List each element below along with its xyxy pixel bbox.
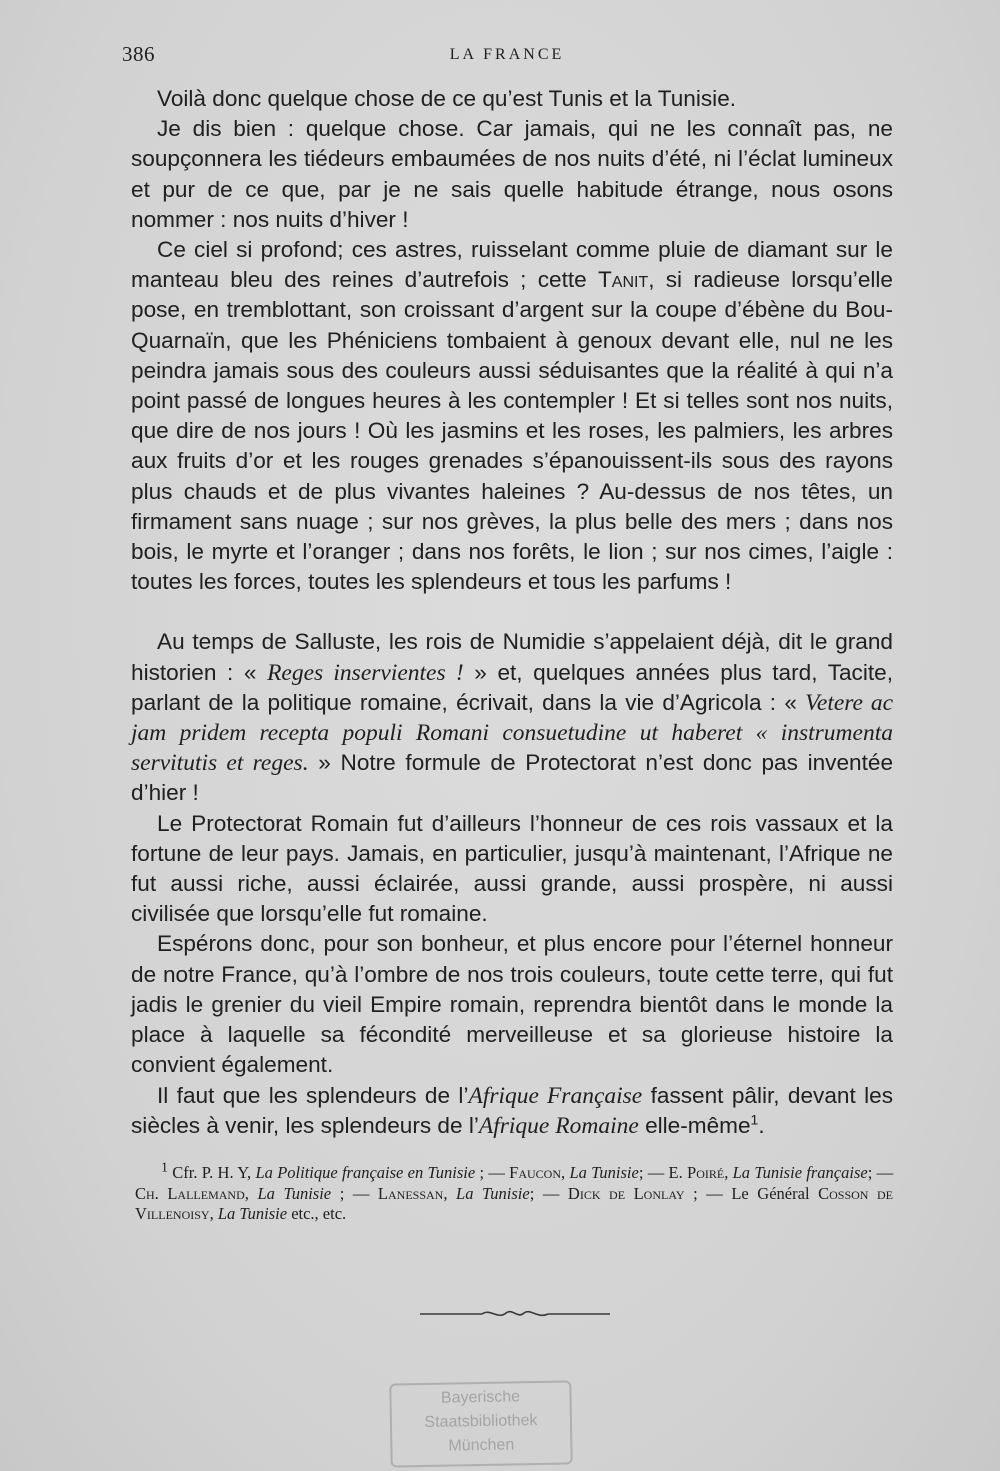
footnote-title: La Tunisie [217,1204,288,1223]
footnote-title: La Tunisie [456,1183,530,1203]
library-stamp [389,1380,572,1467]
tanit-small-caps: Tanit [597,267,649,293]
paragraph-7 [131,1081,893,1141]
page-header [122,42,892,72]
footnote-title: La Tunisie [569,1163,639,1182]
stamp-line-3: München [448,1436,515,1455]
stamp-line-1: Bayerische [440,1388,521,1407]
stamp-line-2: Staatsbibliothek [424,1412,538,1431]
body-text [131,84,893,1141]
paragraph-4-text-a: Au temps de Salluste, les rois de Numidie s’appelaient déjà, dit le grand historien : « [131,629,893,685]
footnote-author: Lanessan, [377,1183,448,1203]
footnotes [135,1160,894,1225]
paragraph-4 [131,627,893,808]
paragraph-4-text-b: » et, quelques années plus tard, Tacite, parlant de la politique romaine, écrivait, dans la vie d’Agricola : « [131,659,893,715]
paragraph-5: Le Protectorat Romain fut d’ailleurs l’honneur de ces rois vassaux et la fortune de leur pays. Jamais, en particulier, jusqu’à maintenant, l’Afrique ne fut aussi riche, aussi éclairée, aussi grande, aussi prospère, ni aussi civilisée que lorsqu’elle fut romaine. [131,810,893,927]
page-number: 386 [122,42,155,66]
footnote-author: Poiré, [687,1163,729,1182]
footnote-author: Ch. Lallemand, [135,1183,249,1203]
footnote-title: La Tunisie française [732,1163,868,1182]
footnote-text: ; — [867,1163,894,1182]
latin-quote-tacitus: Vetere ac jam pridem recepta populi Romani consuetudine ut haberet « instrumenta servitutis et reges. [131,689,894,777]
footnote-marker: 1 [161,1160,168,1176]
footnote-text: etc., etc. [291,1204,347,1223]
footnote-text: ; — [529,1183,560,1203]
latin-quote-sallust: Reges inservientes ! [267,659,464,686]
footnote-text: ; — [479,1163,505,1182]
paragraph-3 [131,235,893,597]
paragraph-3-text-b: , si radieuse lorsqu’elle pose, en tremblottant, son croissant d’argent sur la coupe d’ébène du Bou-Quarnaïn, que les Phéniciens tombaient à genoux devant elle, nul ne les peindra jamais sous des couleurs aussi séduisantes que la réalité à qui n’a point passé de longues heures à les contempler ! Et si telles sont nos nuits, que dire de nos jours ! Où les jasmins et les roses, les palmiers, les arbres aux fruits d’or et les rouges grenades s’épanouissent-ils sous des rayons plus chauds et de plus vivantes haleines ? Au-dessus de nos têtes, un firmament sans nuage ; sur nos grèves, la plus belle des mers ; dans nos bois, le myrte et l’oranger ; dans nos forêts, le lion ; sur nos cimes, l’aigle : toutes les forces, toutes les splendeurs et tous les parfums ! [131,267,893,595]
running-head: LA FRANCE [449,46,565,63]
tailpiece-ornament [420,1304,610,1324]
footnote-text: ; — [339,1183,370,1203]
paragraph-7-period: . [758,1112,765,1138]
footnote-text: ; — Le Général [693,1183,810,1203]
footnote-title: La Politique française en Tunisie [255,1163,476,1182]
paragraph-4-text-c: » Notre formule de Protectorat n’est donc pas inventée d’hier ! [131,750,894,806]
paragraph-1: Voilà donc quelque chose de ce qu’est Tunis et la Tunisie. [157,86,737,111]
afrique-romaine-italic: Afrique Romaine [478,1112,639,1139]
footnote-author: Dick de Lonlay [567,1183,685,1203]
footnote-text: Cfr. P. H. Y, [172,1163,252,1182]
paragraph-6: Espérons donc, pour son bonheur, et plus encore pour l’éternel honneur de notre France, qu’à l’ombre de nos trois couleurs, toute cette terre, qui fut jadis le grenier du vieil Empire romain, reprendra bientôt dans le monde la place à laquelle sa fécondité merveilleuse et sa glorieuse histoire la convient également. [131,931,893,1078]
footnote-title: La Tunisie [257,1183,332,1203]
footnote-text: ; — E. [638,1163,683,1182]
paragraph-2: Je dis bien : quelque chose. Car jamais, qui ne les connaît pas, ne soupçonnera les tiédeurs embaumées de nos nuits d’été, ni l’éclat lumineux et pur de ce que, par je ne sais quelle habitude étrange, nous osons nommer : nos nuits d’hiver ! [131,116,893,232]
footnote-author: Faucon, [509,1163,566,1182]
footnote-reference: 1 [750,1111,759,1128]
afrique-francaise-italic: Afrique Française [468,1082,643,1109]
paragraph-7-text-b: fassent pâlir, devant les siècles à venir, les splendeurs de l’ [131,1082,894,1138]
footnote-1 [135,1160,894,1225]
paragraph-3-text-a: Ce ciel si profond; ces astres, ruisselant comme pluie de diamant sur le manteau bleu des reines d’autrefois ; cette [131,237,893,293]
paragraph-7-text-a: Il faut que les splendeurs de l’ [157,1082,469,1108]
footnote-author: Cosson de Villenoisy, [135,1183,894,1223]
paragraph-7-text-c: elle-même [645,1112,751,1138]
